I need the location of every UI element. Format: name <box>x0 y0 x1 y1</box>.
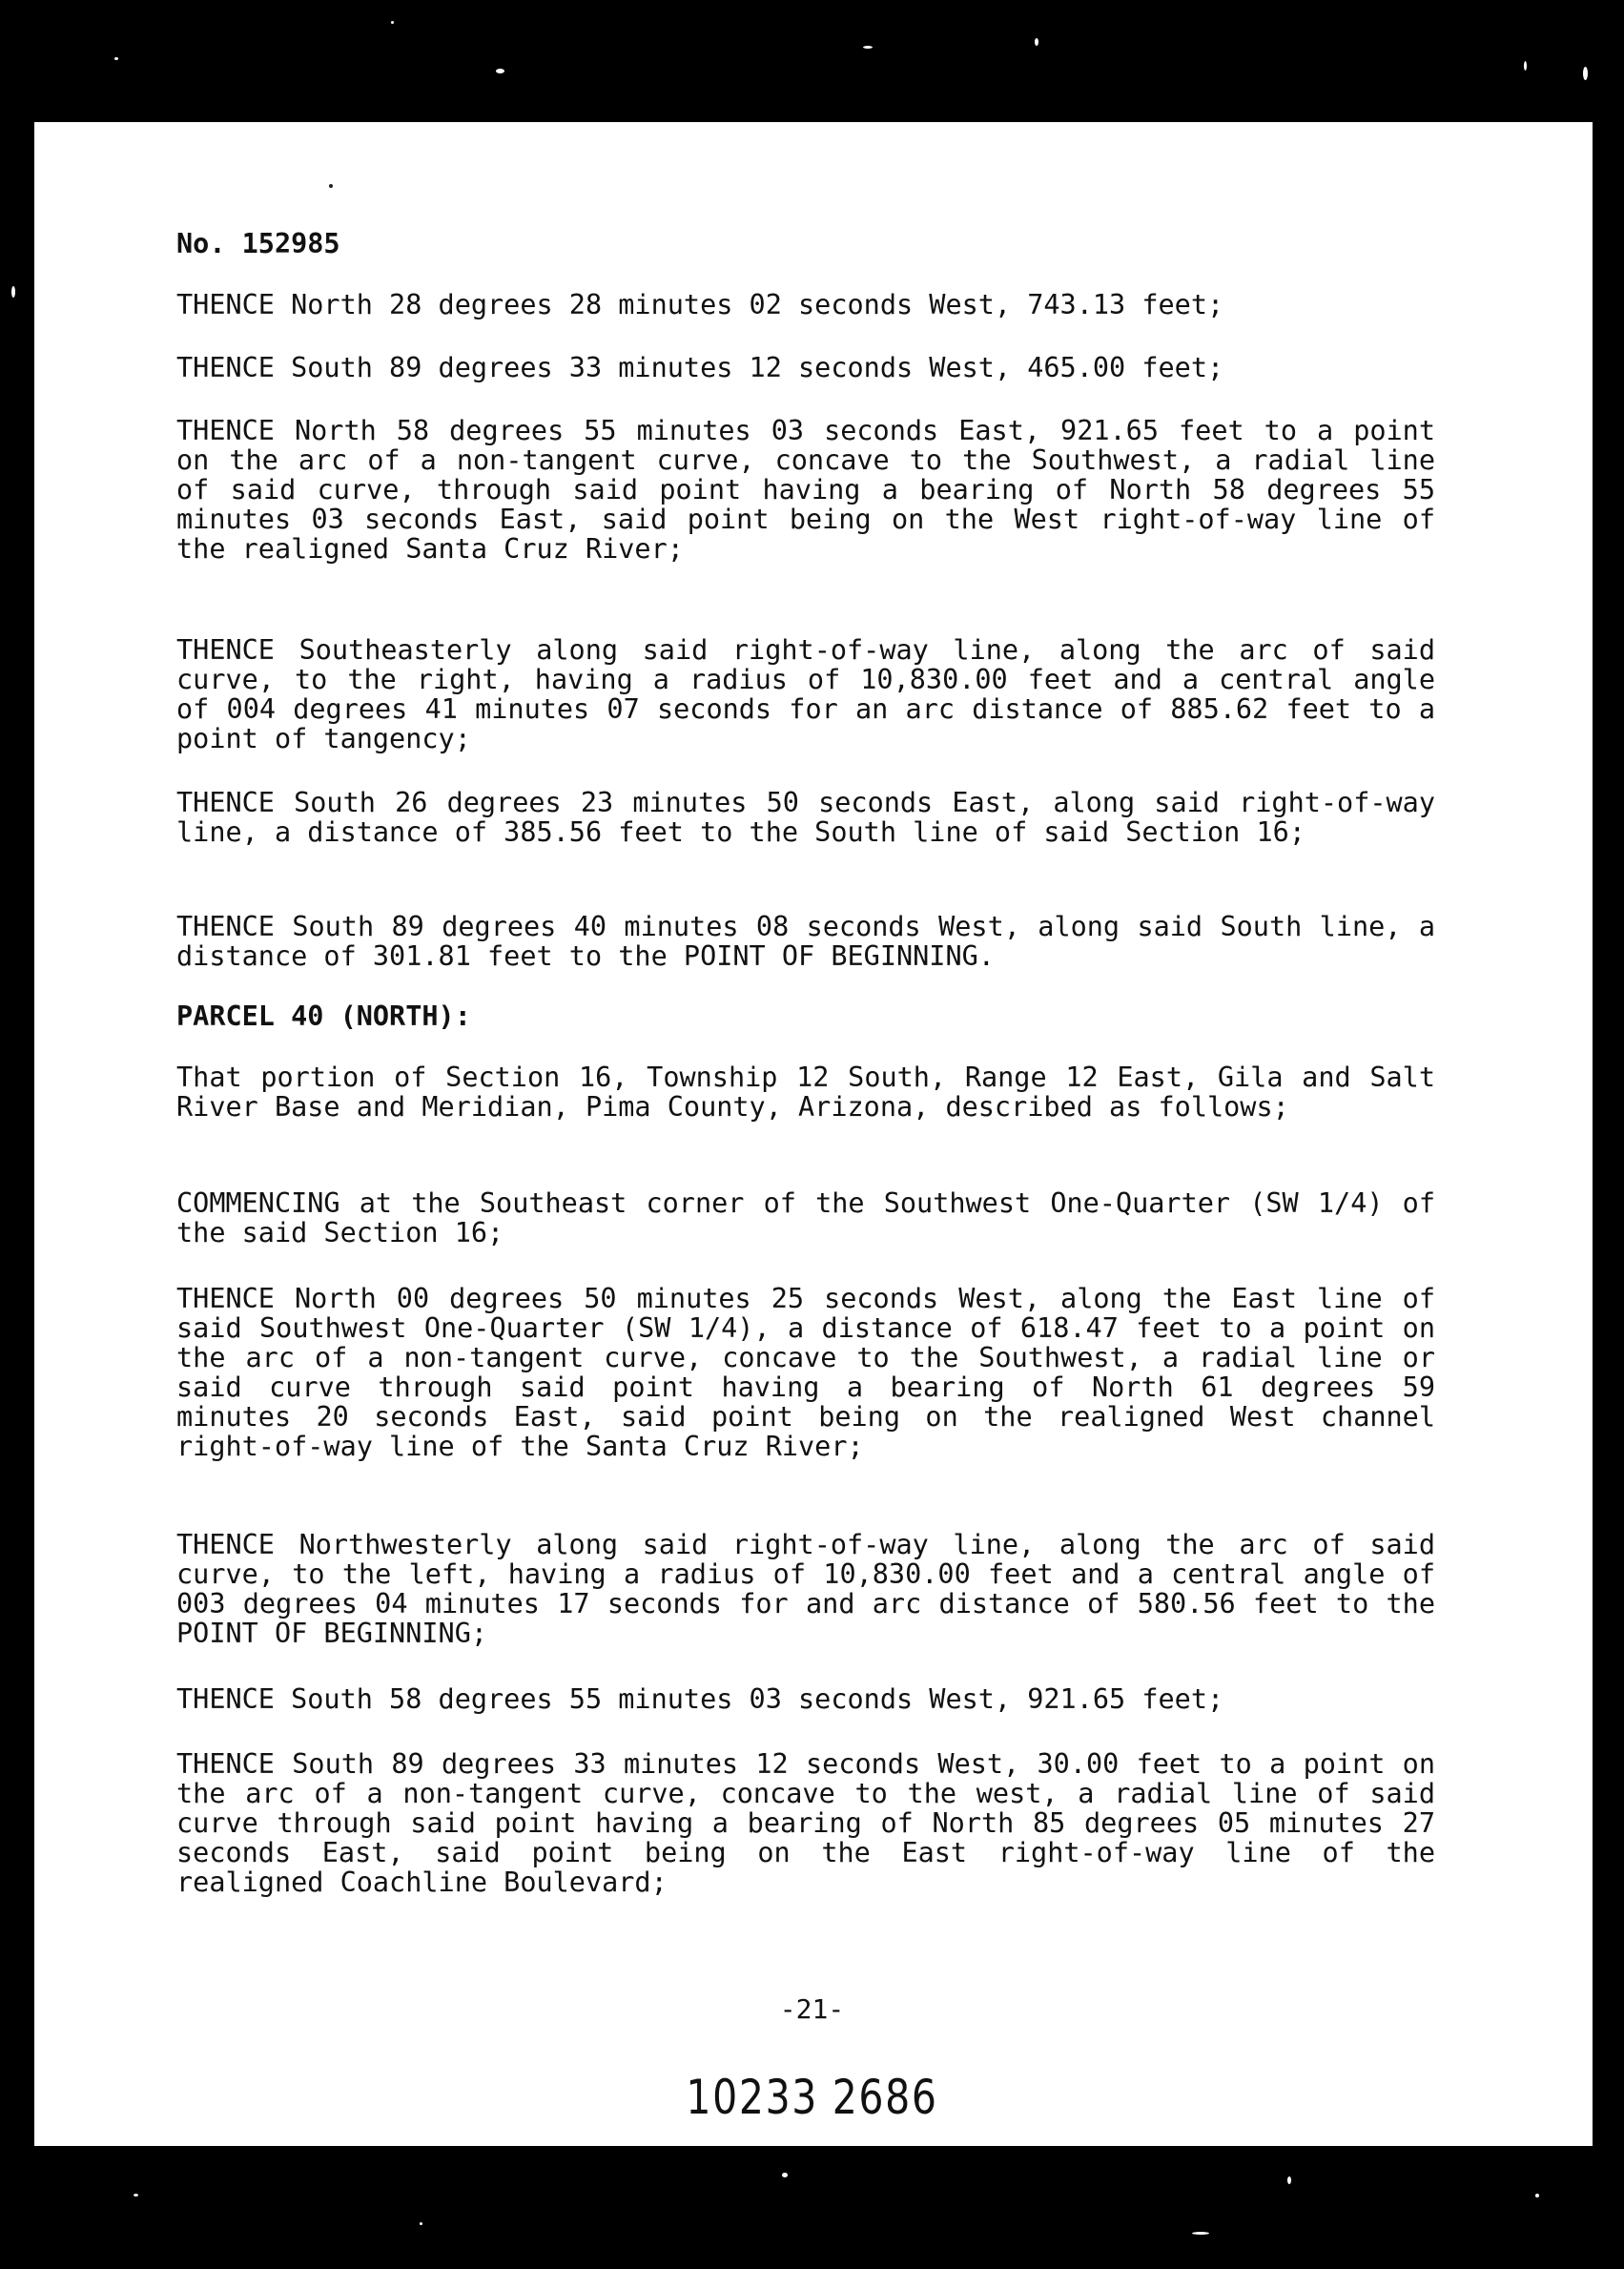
scan-speck <box>134 2194 138 2197</box>
paragraph: THENCE Southeasterly along said right-of-way line, along the arc of said curve, to the right, having a radius of 10,830.00 feet and a central angle of 004 degrees 41 minutes 07 seconds for an arc distance of 885.62 feet to a point of tangency; <box>176 634 1435 754</box>
paragraph: THENCE South 89 degrees 33 minutes 12 seconds West, 465.00 feet; <box>176 352 1224 383</box>
scan-speck <box>1035 38 1038 46</box>
paragraph: THENCE Northwesterly along said right-of-way line, along the arc of said curve, to the left, having a radius of 10,830.00 feet and a central angle of 003 degrees 04 minutes 17 seconds for and arc distance of 580.56 feet to the POINT OF BEGINNING; <box>176 1529 1435 1649</box>
scan-speck <box>496 69 504 73</box>
paragraph: THENCE North 58 degrees 55 minutes 03 seconds East, 921.65 feet to a point on the arc of a non-tangent curve, concave to the Southwest, a radial line of said curve, through said point having a bearing of North 58 degrees 55 minutes 03 seconds East, said point being on the West right-of-way line of the realigned Santa Cruz River; <box>176 415 1435 565</box>
paragraph: THENCE South 89 degrees 33 minutes 12 seconds West, 30.00 feet to a point on the arc of a non-tangent curve, concave to the west, a radial line of said curve through said point having a bearing of North 85 degrees 05 minutes 27 seconds East, said point being on the East right-of-way line of the realigned Coachline Boulevard; <box>176 1748 1435 1898</box>
scan-speck <box>420 2222 422 2225</box>
scan-speck <box>863 46 873 49</box>
paragraph: That portion of Section 16, Township 12 South, Range 12 East, Gila and Salt River Base and Meridian, Pima County, Arizona, described as follows; <box>176 1062 1435 1123</box>
scan-speck <box>1192 2232 1209 2235</box>
document-number: No. 152985 <box>176 228 340 259</box>
paragraph: THENCE South 58 degrees 55 minutes 03 seconds West, 921.65 feet; <box>176 1683 1224 1715</box>
scan-speck <box>1583 67 1588 80</box>
scan-speck <box>391 21 394 24</box>
paragraph: THENCE North 28 degrees 28 minutes 02 seconds West, 743.13 feet; <box>176 289 1224 320</box>
parcel-heading: PARCEL 40 (NORTH): <box>176 1000 471 1032</box>
scan-speck <box>1287 2176 1291 2184</box>
scan-speck <box>782 2173 788 2177</box>
scan-speck <box>114 57 118 60</box>
scan-speck <box>1535 2194 1539 2197</box>
paragraph: COMMENCING at the Southeast corner of the Southwest One-Quarter (SW 1/4) of the said Section 16; <box>176 1187 1435 1248</box>
paragraph: THENCE North 00 degrees 50 minutes 25 seconds West, along the East line of said Southwest One-Quarter (SW 1/4), a distance of 618.47 feet to a point on the arc of a non-tangent curve, concave to the Southwest, a radial line or said curve through said point having a bearing of North 61 degrees 59 minutes 20 seconds East, said point being on the realigned West channel right-of-way line of the Santa Cruz River; <box>176 1283 1435 1462</box>
scan-speck <box>11 286 15 298</box>
scan-speck <box>1524 61 1527 71</box>
paragraph: THENCE South 26 degrees 23 minutes 50 seconds East, along said right-of-way line, a distance of 385.56 feet to the South line of said Section 16; <box>176 787 1435 848</box>
recording-stamp: 10233 2686 <box>686 2070 938 2125</box>
scan-dot <box>329 184 333 188</box>
paragraph: THENCE South 89 degrees 40 minutes 08 seconds West, along said South line, a distance of 301.81 feet to the POINT OF BEGINNING. <box>176 911 1435 972</box>
page-number: -21- <box>779 1993 845 2025</box>
